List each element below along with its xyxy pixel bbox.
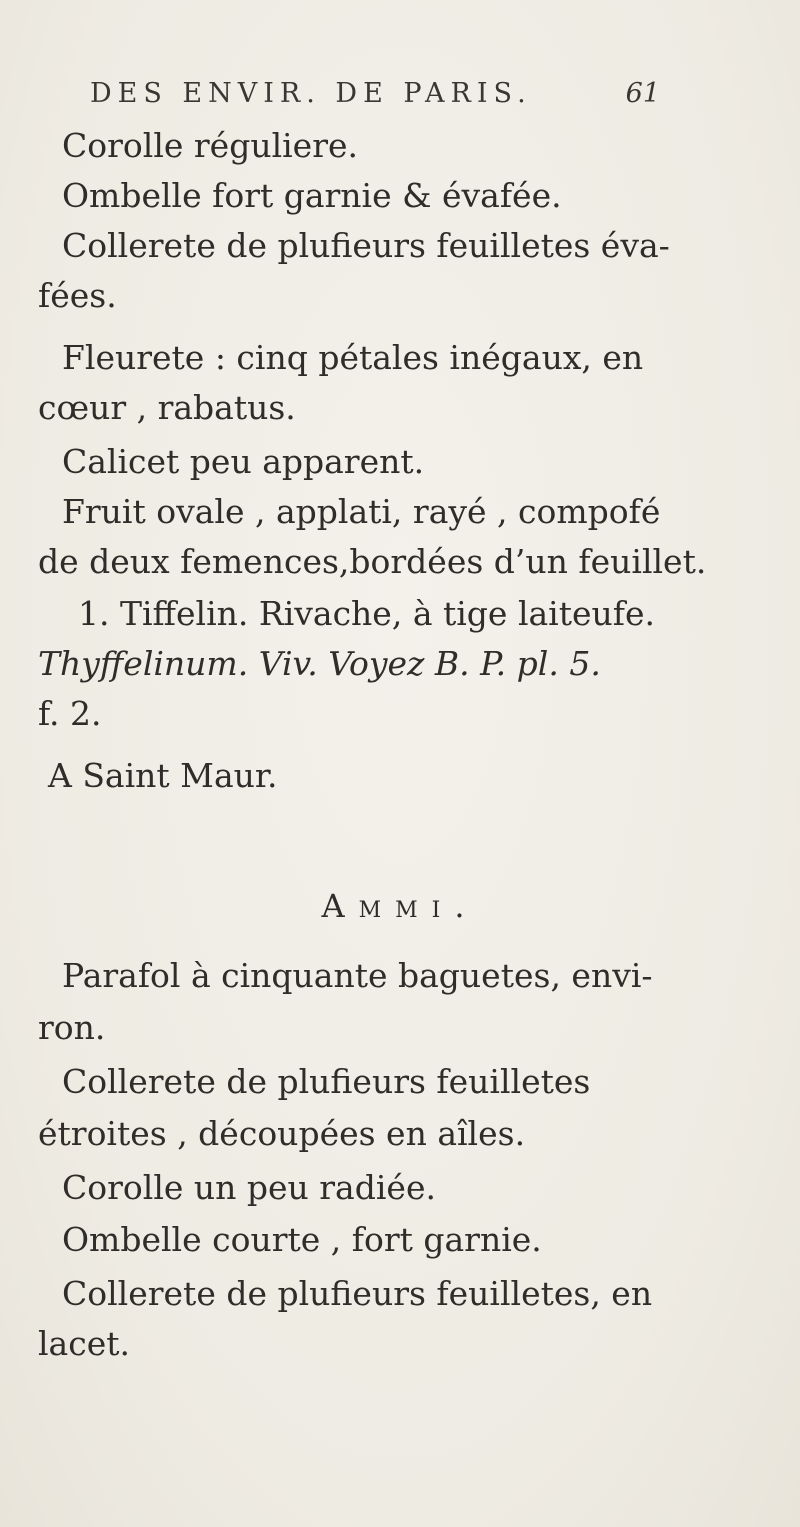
text-line: 1. Tiffelin. Rivache, à tige laiteufe. — [78, 594, 656, 633]
page-number: 61 — [625, 78, 660, 109]
text-line: Parafol à cinquante baguetes, envi- — [62, 956, 653, 995]
running-header — [90, 78, 660, 109]
text-line: ron. — [38, 1008, 106, 1047]
text-line: Thyffelinum. Viv. Voyez B. P. pl. 5. — [38, 644, 601, 683]
text-line: f. 2. — [38, 694, 102, 733]
text-line: étroites , découpées en aîles. — [38, 1114, 526, 1153]
text-line: Fleurete : cinq pétales inégaux, en — [62, 338, 644, 377]
text-line: Calicet peu apparent. — [62, 442, 425, 481]
text-line: Fruit ovale , applati, rayé , compofé — [62, 492, 661, 531]
text-line: de deux femences,bordées d’un feuillet. — [38, 542, 707, 581]
text-line: Corolle réguliere. — [62, 126, 359, 165]
running-title: DES ENVIR. DE PARIS. — [90, 78, 532, 109]
text-line: A Saint Maur. — [48, 756, 278, 795]
text-line: Ombelle fort garnie & évafée. — [62, 176, 562, 215]
text-line: Collerete de plufieurs feuilletes, en — [62, 1274, 653, 1313]
text-line: Ombelle courte , fort garnie. — [62, 1220, 542, 1259]
section-heading: Ammi. — [321, 887, 479, 925]
text-line: cœur , rabatus. — [38, 388, 296, 427]
text-line: Collerete de plufieurs feuilletes éva- — [62, 226, 670, 265]
text-line: lacet. — [38, 1324, 130, 1363]
text-line: Collerete de plufieurs feuilletes — [62, 1062, 591, 1101]
text-line: Corolle un peu radiée. — [62, 1168, 436, 1207]
text-line: fées. — [38, 276, 117, 315]
